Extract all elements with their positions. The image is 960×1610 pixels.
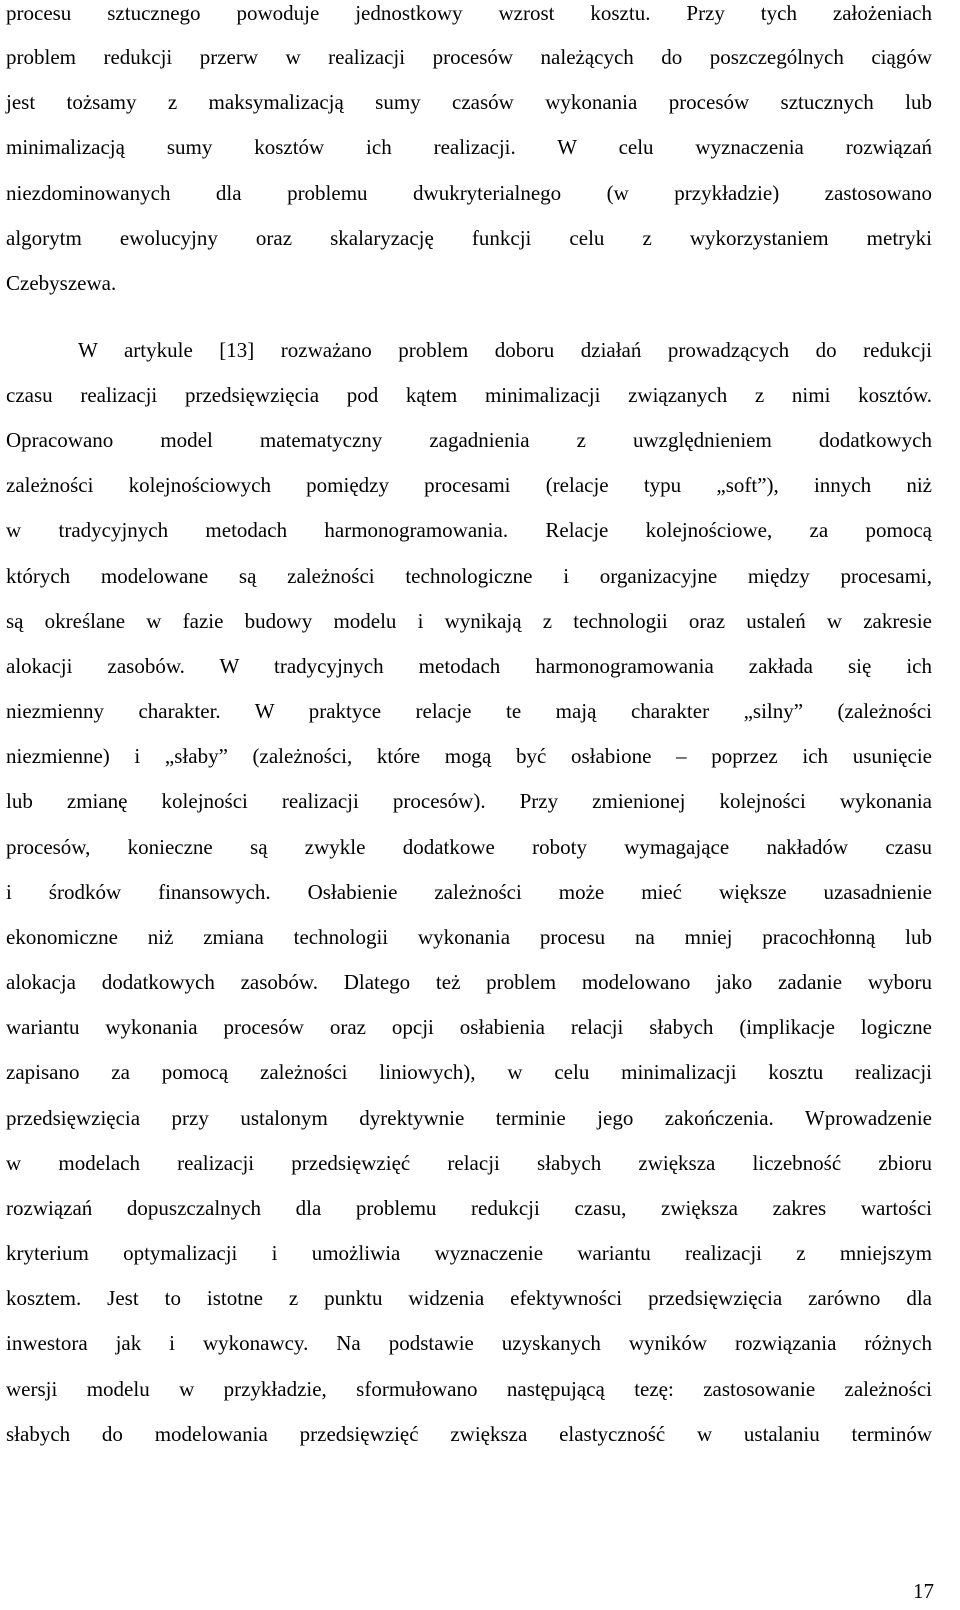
text-line: wariantu wykonania procesów oraz opcji osłabienia relacji słabych (implikacje logiczne bbox=[6, 1015, 932, 1039]
text-line: niezmienne) i „słaby” (zależności, które mogą być osłabione – poprzez ich usunięcie bbox=[6, 744, 932, 768]
text-line: przedsięwzięcia przy ustalonym dyrektywnie terminie jego zakończenia. Wprowadzenie bbox=[6, 1106, 932, 1130]
text-line: ekonomiczne niż zmiana technologii wykonania procesu na mniej pracochłonną lub bbox=[6, 925, 932, 949]
text-line: w tradycyjnych metodach harmonogramowania. Relacje kolejnościowe, za pomocą bbox=[6, 518, 932, 542]
text-line: inwestora jak i wykonawcy. Na podstawie uzyskanych wyników rozwiązania różnych bbox=[6, 1331, 932, 1355]
page-number: 17 bbox=[913, 1579, 934, 1603]
text-line: niezmienny charakter. W praktyce relacje te mają charakter „silny” (zależności bbox=[6, 699, 932, 723]
text-line: W artykule [13] rozważano problem doboru działań prowadzących do redukcji bbox=[78, 338, 932, 362]
text-line: alokacji zasobów. W tradycyjnych metodach harmonogramowania zakłada się ich bbox=[6, 654, 932, 678]
text-line: i środków finansowych. Osłabienie zależności może mieć większe uzasadnienie bbox=[6, 880, 932, 904]
text-line: kryterium optymalizacji i umożliwia wyznaczenie wariantu realizacji z mniejszym bbox=[6, 1241, 932, 1265]
text-line: procesów, konieczne są zwykle dodatkowe roboty wymagające nakładów czasu bbox=[6, 835, 932, 859]
text-line: w modelach realizacji przedsięwzięć relacji słabych zwiększa liczebność zbioru bbox=[6, 1151, 932, 1175]
text-line: problem redukcji przerw w realizacji procesów należących do poszczególnych ciągów bbox=[6, 45, 932, 69]
text-line: wersji modelu w przykładzie, sformułowano następującą tezę: zastosowanie zależności bbox=[6, 1377, 932, 1401]
text-line: Czebyszewa. bbox=[6, 271, 117, 295]
text-line: algorytm ewolucyjny oraz skalaryzację funkcji celu z wykorzystaniem metryki bbox=[6, 226, 932, 250]
text-line: Opracowano model matematyczny zagadnienia z uwzględnieniem dodatkowych bbox=[6, 428, 932, 452]
text-line: procesu sztucznego powoduje jednostkowy wzrost kosztu. Przy tych założeniach bbox=[6, 1, 932, 25]
text-line: są określane w fazie budowy modelu i wynikają z technologii oraz ustaleń w zakresie bbox=[6, 609, 932, 633]
text-line: których modelowane są zależności technologiczne i organizacyjne między procesami, bbox=[6, 564, 932, 588]
text-line: kosztem. Jest to istotne z punktu widzenia efektywności przedsięwzięcia zarówno dla bbox=[6, 1286, 932, 1310]
text-line: niezdominowanych dla problemu dwukryterialnego (w przykładzie) zastosowano bbox=[6, 181, 932, 205]
text-line: jest tożsamy z maksymalizacją sumy czasów wykonania procesów sztucznych lub bbox=[6, 90, 932, 114]
text-line: zależności kolejnościowych pomiędzy procesami (relacje typu „soft”), innych niż bbox=[6, 473, 932, 497]
text-line: słabych do modelowania przedsięwzięć zwiększa elastyczność w ustalaniu terminów bbox=[6, 1422, 932, 1446]
text-line: czasu realizacji przedsięwzięcia pod kątem minimalizacji związanych z nimi kosztów. bbox=[6, 383, 932, 407]
text-line: lub zmianę kolejności realizacji procesów). Przy zmienionej kolejności wykonania bbox=[6, 789, 932, 813]
text-line: alokacja dodatkowych zasobów. Dlatego też problem modelowano jako zadanie wyboru bbox=[6, 970, 932, 994]
text-line: minimalizacją sumy kosztów ich realizacji. W celu wyznaczenia rozwiązań bbox=[6, 135, 932, 159]
text-line: rozwiązań dopuszczalnych dla problemu redukcji czasu, zwiększa zakres wartości bbox=[6, 1196, 932, 1220]
text-line: zapisano za pomocą zależności liniowych), w celu minimalizacji kosztu realizacji bbox=[6, 1060, 932, 1084]
